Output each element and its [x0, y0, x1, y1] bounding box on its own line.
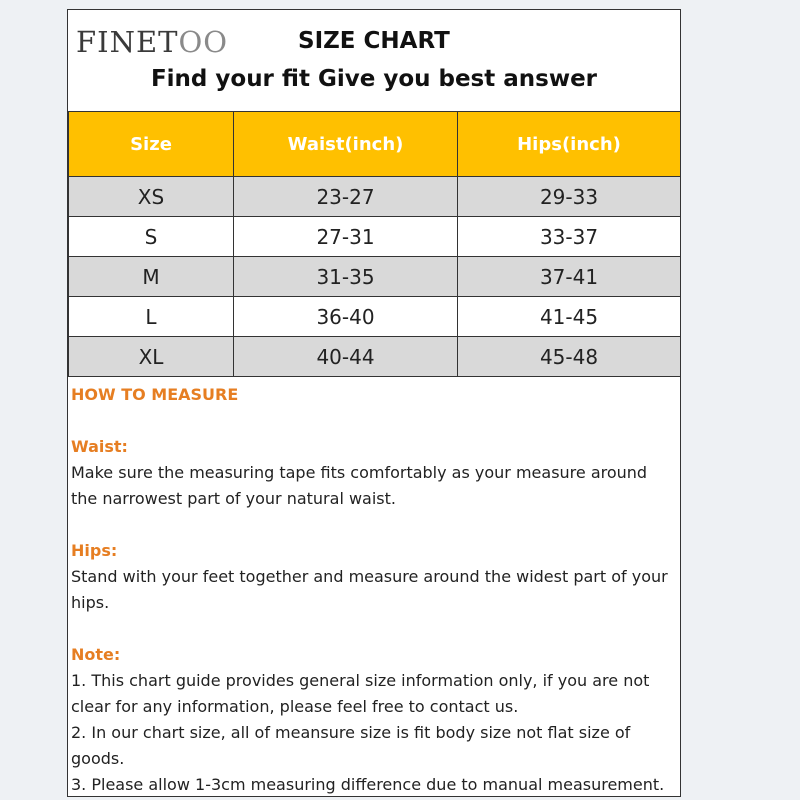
table-row: [69, 257, 681, 297]
table-row: [69, 217, 681, 257]
size-table: [68, 111, 681, 377]
note-label: Note:: [71, 645, 121, 664]
spacer: [71, 512, 677, 538]
cell-size: L: [69, 297, 234, 337]
cell-size: XS: [69, 177, 234, 217]
table-row: [69, 337, 681, 377]
note-item: 2. In our chart size, all of meansure size is fit body size not flat size of goods.: [71, 723, 631, 768]
spacer: [71, 616, 677, 642]
waist-label: Waist:: [71, 437, 128, 456]
page-subtitle: Find your fit Give you best answer: [150, 66, 598, 92]
cell-hips: 37-41: [458, 257, 681, 297]
measure-heading: HOW TO MEASURE: [71, 385, 239, 404]
brand-part1: FINET: [76, 25, 179, 59]
page-title: SIZE CHART: [298, 28, 450, 54]
waist-text: Make sure the measuring tape fits comfortably as your measure around the narrowest part of your natural waist.: [71, 463, 648, 508]
cell-size: XL: [69, 337, 234, 377]
cell-waist: 31-35: [234, 257, 458, 297]
table-row: [69, 177, 681, 217]
cell-size: S: [69, 217, 234, 257]
hips-text: Stand with your feet together and measure around the widest part of your hips.: [71, 567, 668, 612]
cell-waist: 23-27: [234, 177, 458, 217]
table-header-row: [69, 112, 681, 177]
col-header-waist: Waist(inch): [234, 112, 458, 177]
how-to-measure-section: [71, 382, 677, 798]
note-item: 3. Please allow 1-3cm measuring difference due to manual measurement.: [71, 775, 665, 794]
cell-waist: 40-44: [234, 337, 458, 377]
note-item: 1. This chart guide provides general size information only, if you are not clear for any information, please feel free to contact us.: [71, 671, 650, 716]
chart-header: [68, 10, 680, 112]
cell-hips: 29-33: [458, 177, 681, 217]
spacer: [71, 408, 677, 434]
col-header-hips: Hips(inch): [458, 112, 681, 177]
table-row: [69, 297, 681, 337]
cell-hips: 41-45: [458, 297, 681, 337]
cell-hips: 33-37: [458, 217, 681, 257]
col-header-size: Size: [69, 112, 234, 177]
brand-logo: [76, 25, 228, 59]
cell-waist: 27-31: [234, 217, 458, 257]
cell-hips: 45-48: [458, 337, 681, 377]
cell-size: M: [69, 257, 234, 297]
hips-label: Hips:: [71, 541, 118, 560]
cell-waist: 36-40: [234, 297, 458, 337]
brand-part2: OO: [178, 25, 229, 59]
size-chart: [67, 9, 681, 797]
